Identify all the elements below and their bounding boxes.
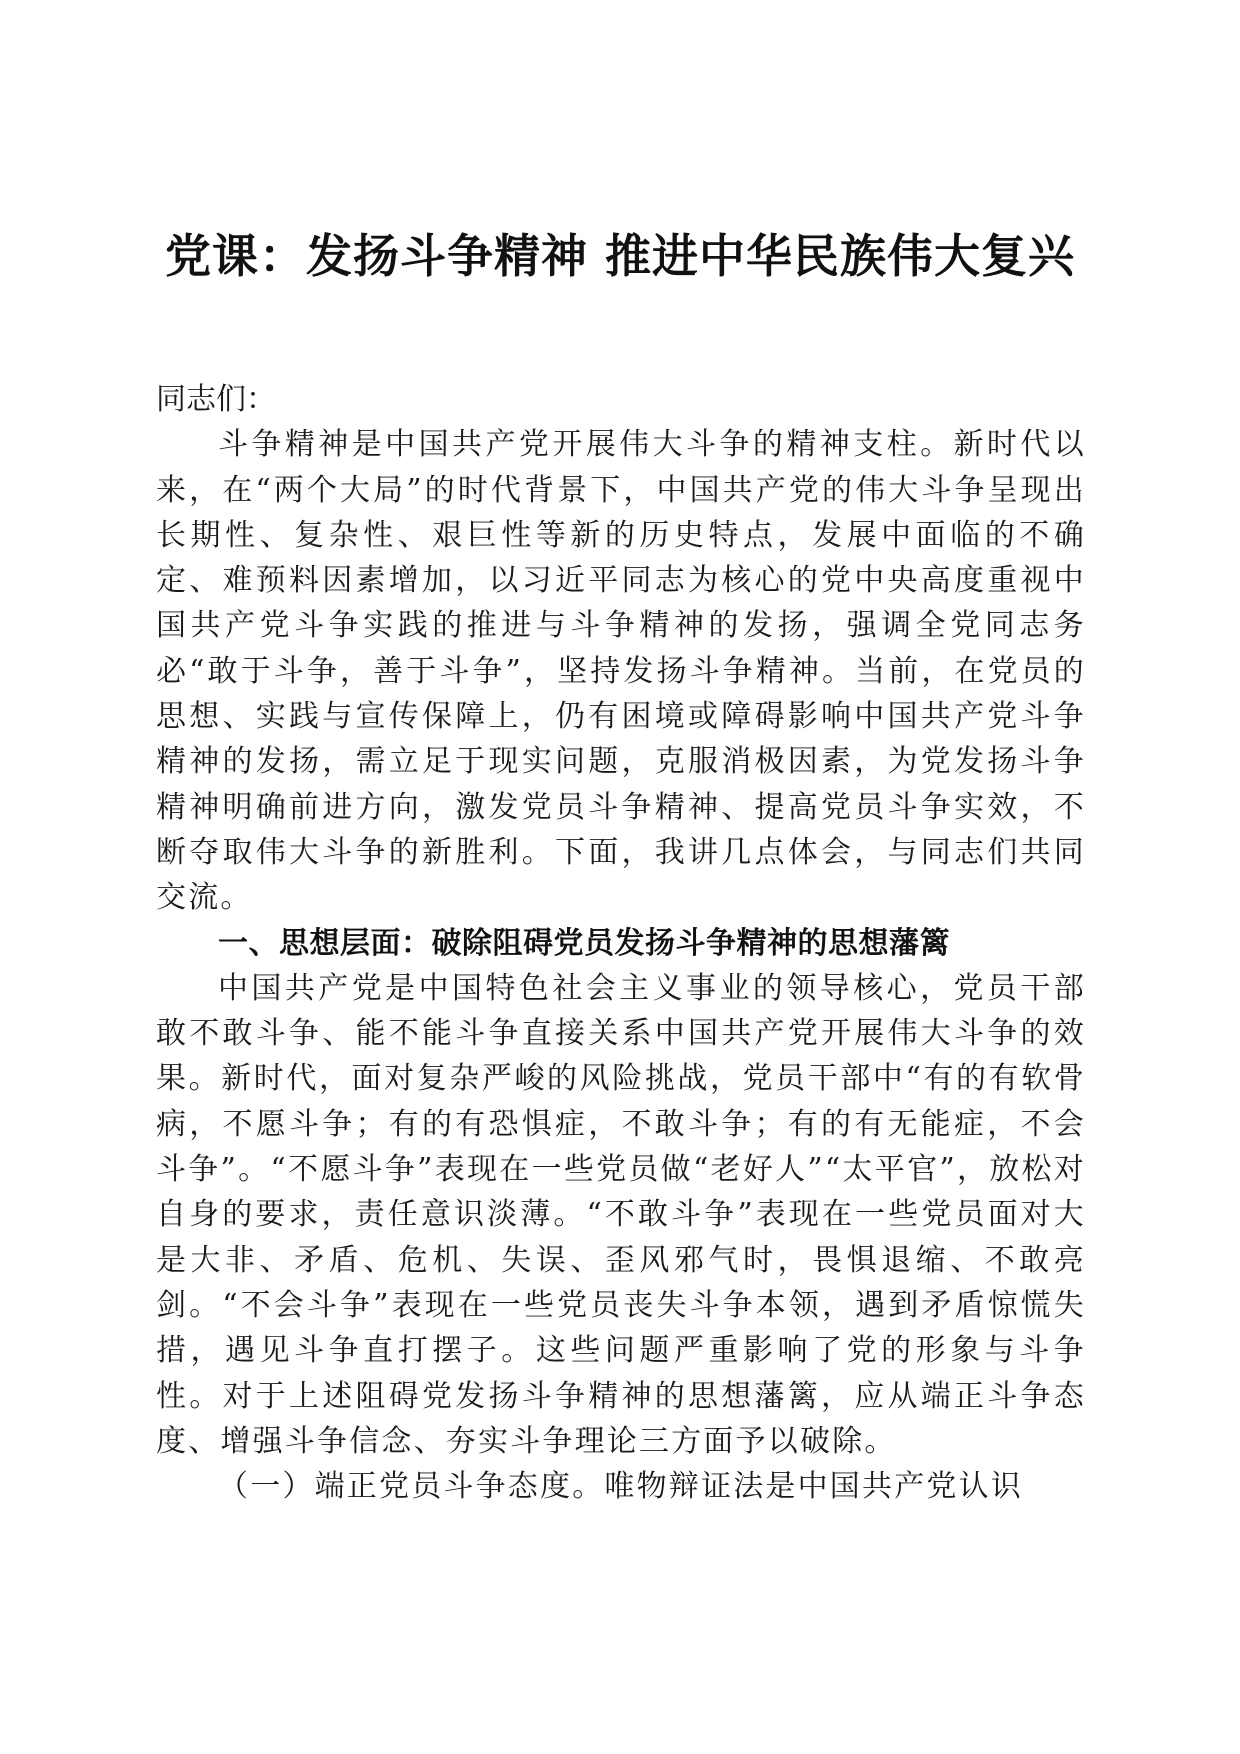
salutation: 同志们： <box>156 382 276 417</box>
paragraph-section-1: 中国共产党是中国特色社会主义事业的领导核心，党员干部敢不敢斗争、能不能斗争直接关系中国共产党开展伟大斗争的效果。新时代，面对复杂严峻的风险挑战，党员干部中“有的有软骨病，不愿斗争；有的有恐惧症，不敢斗争；有的有无能症，不会斗争”。“不愿斗争”表现在一些党员做“老好人”“太平官”，放松对自身的要求，责任意识淡薄。“不敢斗争”表现在一些党员面对大是大非、矛盾、危机、失误、歪风邪气时，畏惧退缩、不敢亮剑。“不会斗争”表现在一些党员丧失斗争本领，遇到矛盾惊慌失措，遇见斗争直打摆子。这些问题严重影响了党的形象与斗争性。对于上述阻碍党发扬斗争精神的思想藩篱，应从端正斗争态度、增强斗争信念、夯实斗争理论三方面予以破除。 <box>156 970 1086 1459</box>
section-1-heading: 一、思想层面：破除阻碍党员发扬斗争精神的思想藩篱 <box>218 925 950 961</box>
document-title: 党课：发扬斗争精神 推进中华民族伟大复兴 <box>164 229 1075 283</box>
document-body <box>156 377 1086 1509</box>
paragraph-intro: 斗争精神是中国共产党开展伟大斗争的精神支柱。新时代以来，在“两个大局”的时代背景下，中国共产党的伟大斗争呈现出长期性、复杂性、艰巨性等新的历史特点，发展中面临的不确定、难预料因素增加，以习近平同志为核心的党中央高度重视中国共产党斗争实践的推进与斗争精神的发扬，强调全党同志务必“敢于斗争，善于斗争”，坚持发扬斗争精神。当前，在党员的思想、实践与宣传保障上，仍有困境或障碍影响中国共产党斗争精神的发扬，需立足于现实问题，克服消极因素，为党发扬斗争精神明确前进方向，激发党员斗争精神、提高党员斗争实效，不断夺取伟大斗争的新胜利。下面，我讲几点体会，与同志们共同交流。 <box>156 427 1086 916</box>
subsection-1-1-start: （一）端正党员斗争态度。唯物辩证法是中国共产党认识 <box>218 1469 1023 1505</box>
